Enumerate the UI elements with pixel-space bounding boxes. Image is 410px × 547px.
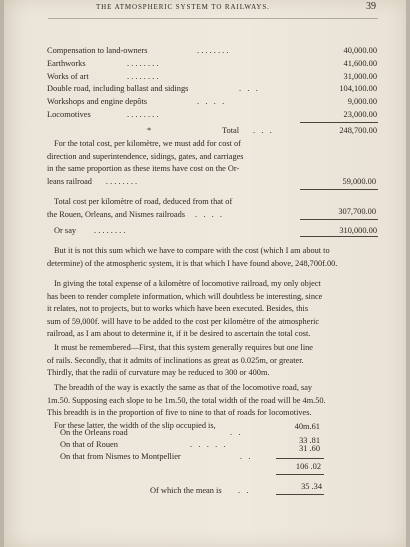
additional-rule bbox=[300, 189, 378, 190]
additional-cost-text: For the total cost, per kilomètre, we must add for cost of direction and superintendence, sidings, gates, and carriages in the same proportion as these items have cost on the Or- leans railroad . . . . . . . . bbox=[47, 139, 244, 186]
running-header bbox=[4, 3, 406, 15]
sum-underline bbox=[276, 474, 324, 475]
mean-rule bbox=[276, 494, 324, 495]
total-cost-rule bbox=[300, 219, 378, 220]
additional-cost-value: 59,000.00 bbox=[342, 177, 376, 186]
or-say-rule bbox=[300, 236, 378, 237]
paragraph-2: In giving the total expense of a kilomètre of locomotive railroad, my only object has been to render complete information, which will doubtless be interesting, since it relates, not to projects, but to works which have been executed. Besides, this sum of 59,000f. will have to be added to the cost per kilomètre of the atmospheric railroad, as I am about to determine it, if it be desired to ascertain the total cost. bbox=[47, 279, 323, 339]
total-cost-text: Total cost per kilomètre of road, deduced from that of the Rouen, Orleans, and Nismes railroads . . . . bbox=[47, 197, 233, 219]
paragraph-3: It must be remembered—First, that this system generally requires but one line of rails. Secondly, that it admits of inclinations as great as 0.025m, or greater. Thirdly, that the radii of curvature may be reduced to 300 or 400m. bbox=[47, 343, 313, 378]
book-page: THE ATMOSPHERIC SYSTEM TO RAILWAYS. 39 Compensation to land-owners . . . . . . . . 40,000.00 Earthworks . . . . . . . . 41,600.00 Works of art . . . . . . . . 31,000.00 Double road, including ballast and sidings . . . 104,100.00 Workshops and engine depôts . . . . 9,000.00 Locomotives . . . . . . . . 23,000.00 * Total . . . 248,700.00 For the total cost, per kilomètre, we must add for cost of direction and superintendence, sidings, gates, and carriages in the same proportion as these items have cost on the Or- leans railroad . . . . . . . . 59,000.00 Total cost per kilomètre of road, deduced from that of the Rouen, Orleans, and Nismes railroads . . . . 307,700.00 Or say . . . . . . . . 310,000.00 But it is not this sum which we have to compare with the cost (which I am about to determine) of the atmospheric system, it is that which I have found above, 248,700f.00. In giving the total expense of a kilomètre of locomotive railroad, my only object has been to render complete information, which will doubtless be interesting, since it relates, not to projects, but to works which have been executed. Besides, this sum of 59,000f. will have to be added to the cost per kilomètre of the atmospheric railroad, as I am about to determine it, if it be desired to ascertain the total cost. It must be remembered—First, that this system generally requires but one line of rails. Secondly, that it admits of inclinations as great as 0.025m, or greater. Thirdly, that the radii of curvature may be reduced to 300 or 400m. The breadth of the way is exactly the same as that of the locomotive road, say 1m.50. Supposing each slope to be 1m.50, the total width of the road will be 4m.50. This breadth is in the proportion of five to nine to that of roads for locomotives. For these latter, the width of the slip occupied is, On the Orleans road . . 40m.61 On that of Rouen . . . . . 33 .81 On that from Nismes to Montpellier . . 31 .60 106 .02 Of which the mean is . . 35 .34 bbox=[4, 0, 406, 547]
sum-rule bbox=[276, 458, 324, 459]
total-cost-value: 307,700.00 bbox=[338, 207, 376, 216]
paragraph-1: But it is not this sum which we have to compare with the cost (which I am about to determine) of the atmospheric system, it is that which I have found above, 248,700f.00. bbox=[47, 246, 338, 268]
page-number: 39 bbox=[366, 1, 376, 12]
header-title: THE ATMOSPHERIC SYSTEM TO RAILWAYS. bbox=[96, 3, 270, 11]
paragraph-4: The breadth of the way is exactly the same as that of the locomotive road, say 1m.50. Supposing each slope to be 1m.50, the total width of the road will be 4m.50. This breadth is in the proportion of five to nine to that of roads for locomotives. For these latter, the width of the slip occupied is, bbox=[47, 383, 326, 430]
subtotal-rule bbox=[300, 122, 378, 123]
widths-sum: 106 .02 bbox=[295, 462, 321, 471]
header-rule bbox=[48, 18, 378, 19]
